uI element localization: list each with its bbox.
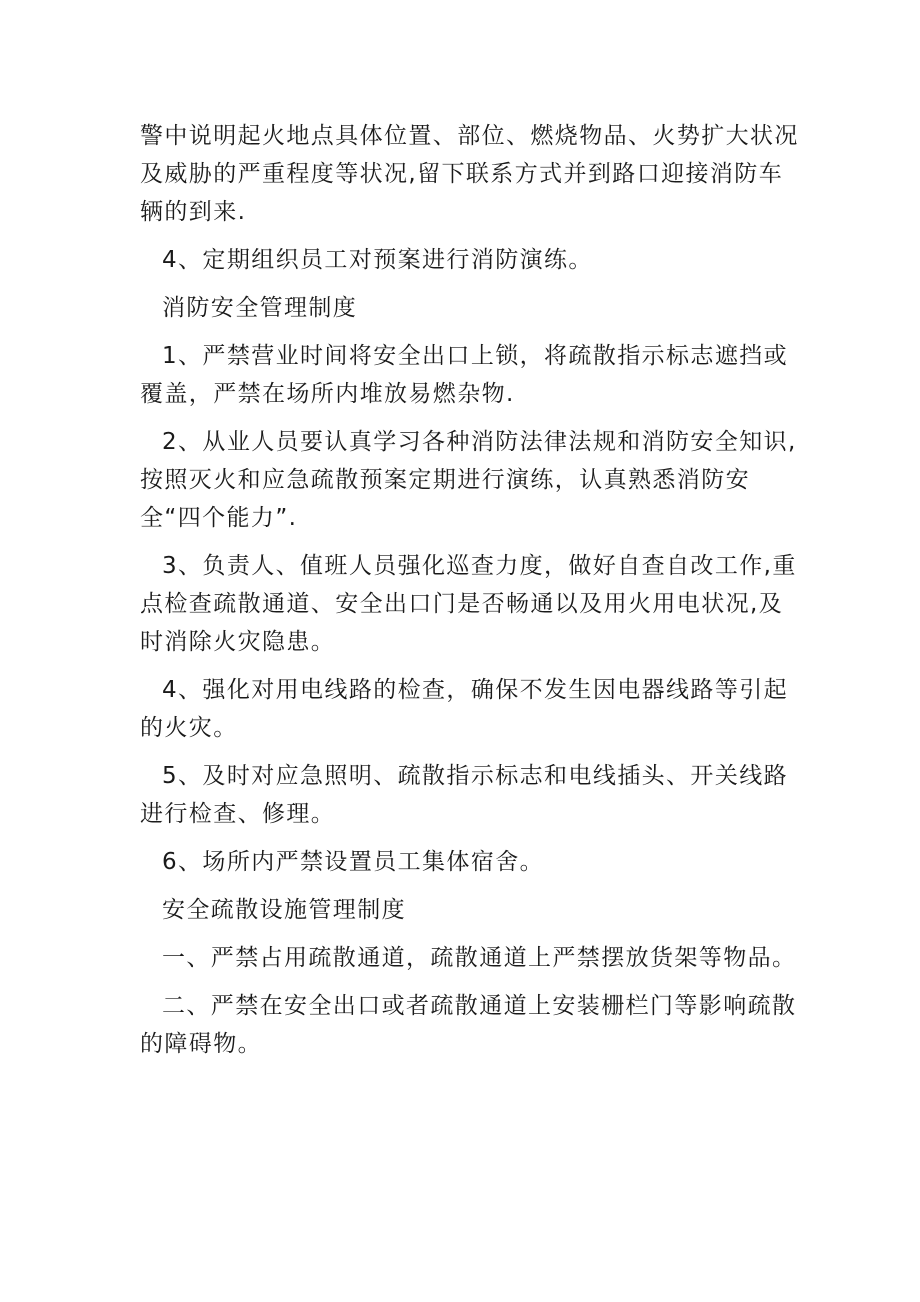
section-heading-fire-safety-management: 消防安全管理制度 xyxy=(162,295,358,321)
paragraph-rule-2: 2、从业人员要认真学习各种消防法律法规和消防安全知识,按照灭火和应急疏散预案定期进行演练，认真熟悉消防安全“四个能力”. xyxy=(140,429,797,531)
paragraph-rule-5: 5、及时对应急照明、疏散指示标志和电线插头、开关线路进行检查、修理。 xyxy=(140,763,789,827)
document-body xyxy=(140,117,800,1073)
paragraph-evacuation-rule-2: 二、严禁在安全出口或者疏散通道上安装栅栏门等影响疏散的障碍物。 xyxy=(140,993,797,1057)
section-heading-evacuation-facilities: 安全疏散设施管理制度 xyxy=(162,897,406,923)
paragraph-drill-item-4: 4、定期组织员工对预案进行消防演练。 xyxy=(162,247,593,273)
paragraph-rule-1: 1、严禁营业时间将安全出口上锁，将疏散指示标志遮挡或覆盖，严禁在场所内堆放易燃杂物. xyxy=(140,343,789,407)
paragraph-evacuation-rule-1: 一、严禁占用疏散通道，疏散通道上严禁摆放货架等物品。 xyxy=(162,945,797,971)
paragraph-fire-report-continuation: 警中说明起火地点具体位置、部位、燃烧物品、火势扩大状况及威胁的严重程度等状况,留下联系方式并到路口迎接消防车辆的到来. xyxy=(140,123,799,225)
paragraph-rule-6: 6、场所内严禁设置员工集体宿舍。 xyxy=(162,849,545,875)
paragraph-rule-3: 3、负责人、值班人员强化巡查力度，做好自查自改工作,重点检查疏散通道、安全出口门是否畅通以及用火用电状况,及时消除火灾隐患。 xyxy=(140,553,797,655)
paragraph-rule-4: 4、强化对用电线路的检查，确保不发生因电器线路等引起的火灾。 xyxy=(140,677,789,741)
